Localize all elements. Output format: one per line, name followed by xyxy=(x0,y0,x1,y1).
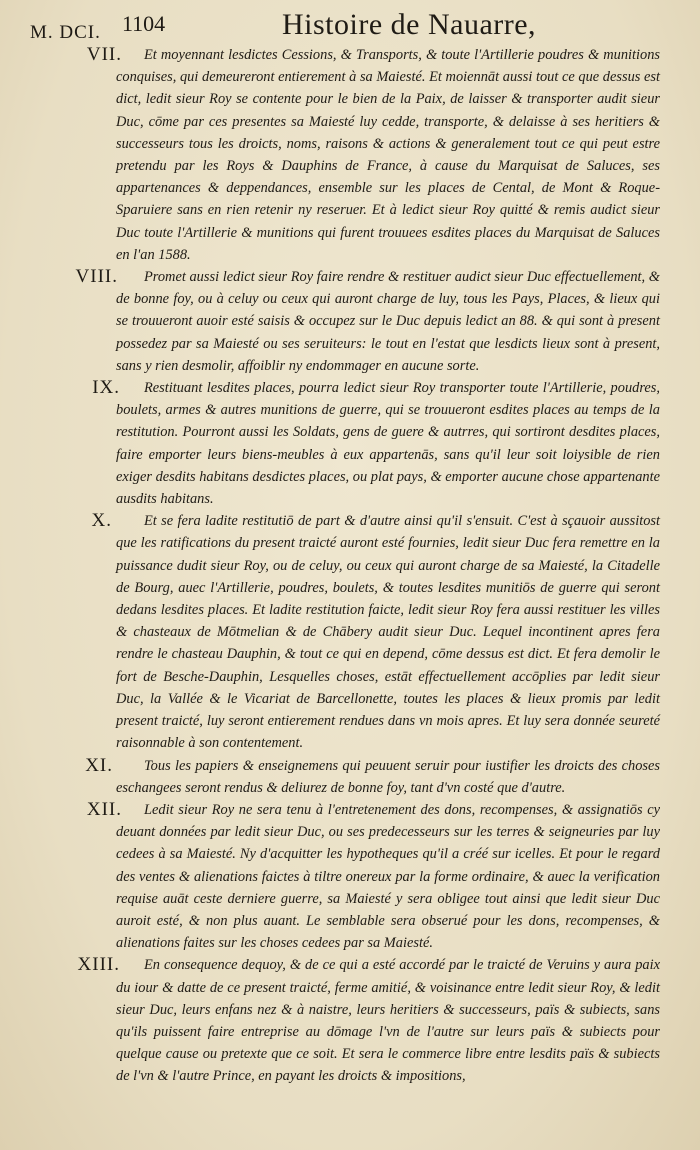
header-year: M. DCI. xyxy=(30,22,101,43)
article-text: Ledit sieur Roy ne sera tenu à l'entretenement des dons, recompenses, & assignatiōs cy deuant données par ledit sieur Duc, ou ses predecesseurs sur les terres & seigneuries par luy cedees à sa Maiesté. Ny d'acquitter les hypotheques qu'il a créé sur icelles. Et pour le regard des ventes & alienations faictes à tiltre onereux par la forme ordinaire, & auec la verification requise auāt ceste derniere guerre, sa Maiesté y sera obligee tout ainsi que ledit sieur Duc auroit esté, & non plus auant. Le semblable sera obserué pour les dons, recompenses, & alienations faites sur les choses cedees par sa Maiesté. xyxy=(116,801,660,952)
article-numeral: XII. xyxy=(86,798,122,820)
article-text: Restituant lesdites places, pourra ledict sieur Roy transporter toute l'Artillerie, poudres, boulets, armes & autres munitions de guerre, qui se trouueront esdites places au temps de la restitution. Pourront aussi les Soldats, gens de guere & autrres, qui sortiront desdites places, faire emporter leurs biens-meubles à eux appartenās, sans qu'il leur soit loiysible de rien exiger desdits habitans desdictes places, ou plat pays, & emporter aucune chose appartenante ausdits habitans. xyxy=(116,380,660,508)
article-numeral: VII. xyxy=(86,44,122,65)
page-number: 1104 xyxy=(122,11,166,36)
article-numeral: VIII. xyxy=(75,266,118,288)
page-header xyxy=(0,8,700,48)
article-xii xyxy=(0,799,700,954)
article-text: Tous les papiers & enseignemens qui peuuent seruir pour iustifier les droicts des choses eschangees seront rendus & deliurez de bonne foy, tant d'vn costé que d'autre. xyxy=(116,757,660,796)
running-title: Histoire de Nauarre, xyxy=(282,8,537,41)
article-ix xyxy=(0,377,700,510)
article-viii xyxy=(0,266,700,377)
article-vii xyxy=(0,44,700,266)
article-x xyxy=(0,510,700,754)
article-xi xyxy=(0,755,700,799)
article-numeral: XI. xyxy=(85,754,113,776)
article-numeral: IX. xyxy=(92,377,120,399)
article-text: Promet aussi ledict sieur Roy faire rendre & restituer audict sieur Duc effectuellement, & de bonne foy, ou à celuy ou ceux qui auront charge de luy, tous les Pays, Places, & lieux qui se trouueront auoir esté saisis & occupez sur le Duc depuis ledict an 88. & qui sont à present possedez par sa Maiesté ou ses seruiteurs: le tout en l'estat que lesdicts lieux sont à present, sans y rien desmolir, affoiblir ny endommager en aucune sorte. xyxy=(116,269,660,374)
article-text: En consequence dequoy, & de ce qui a esté accordé par le traicté de Veruins y aura paix du iour & datte de ce present traicté, ferme amitié, & voisinance entre ledit sieur Roy, & ledit sieur Duc, leurs enfans nez & à naistre, leurs heritiers & successeurs, païs & subiects, sans qu'ils puissent faire entreprise au dōmage l'vn de l'autre sur leurs païs & subiects pour quelque cause ou pretexte que ce soit. Et sera le commerce libre entre lesdits païs & subiects de l'vn & l'autre Prince, en payant les droicts & impositions, xyxy=(116,957,660,1085)
article-numeral: X. xyxy=(91,510,112,532)
article-text: Et moyennant lesdictes Cessions, & Transports, & toute l'Artillerie poudres & munitions conquises, qui demeureront entierement à sa Maiesté. Et moiennāt aussi tout ce que dessus est dict, ledit sieur Roy se contente pour le bien de la Paix, de laisser & transporter audit sieur Duc, cōme par ces presentes sa Maiesté luy cedde, transporte, & delaisse à ses heritiers & successeurs tous les droicts, noms, raisons & actions & generalement tout ce qui peut estre pretendu par les Roys & Dauphins de France, à cause du Marquisat de Saluces, ses appartenances & deppendances, ensemble sur les places de Cental, de Mont & Roque-Sparuiere sans en rien retenir ny reseruer. Et à ledict sieur Roy quitté & remis audict sieur Duc toute l'Artillerie & munitions qui furent trouuees esdites places du Marquisat de Saluces en l'an 1588. xyxy=(116,47,660,263)
article-text: Et se fera ladite restitutiō de part & d'autre ainsi qu'il s'ensuit. C'est à sçauoir aussitost que les ratifications du present traicté auront esté fournies, ledit sieur Duc fera remettre en la puissance dudit sieur Roy, ou de celuy, ou ceux qui auront charge de sa Maiesté, la Citadelle de Bourg, auec l'Artillerie, poudres, boulets, & toutes lesdites munitiōs de guerre qui seront dedans lesdites places. Et ladite restitution faicte, ledit sieur Roy fera aussi restituer les villes & chasteaux de Mōtmelian & de Chābery audit sieur Duc. Lequel incontinent apres fera rendre le chasteau Dauphin, & tout ce qui en depend, cōme dessus est dict. Et fera demolir le fort de Besche-Dauphin, Lesquelles choses, estāt effectuellement accōplies par ledit sieur Duc, la Vallée & le Vicariat de Barcellonette, toutes les places & lieux promis par ledit present traicté, luy seront entierement rendues dans vn mois apres. Et luy sera donnée seureté raisonnable à son contentement. xyxy=(116,513,660,752)
article-list xyxy=(0,44,700,1088)
article-numeral: XIII. xyxy=(77,954,120,976)
article-xiii xyxy=(0,954,700,1087)
